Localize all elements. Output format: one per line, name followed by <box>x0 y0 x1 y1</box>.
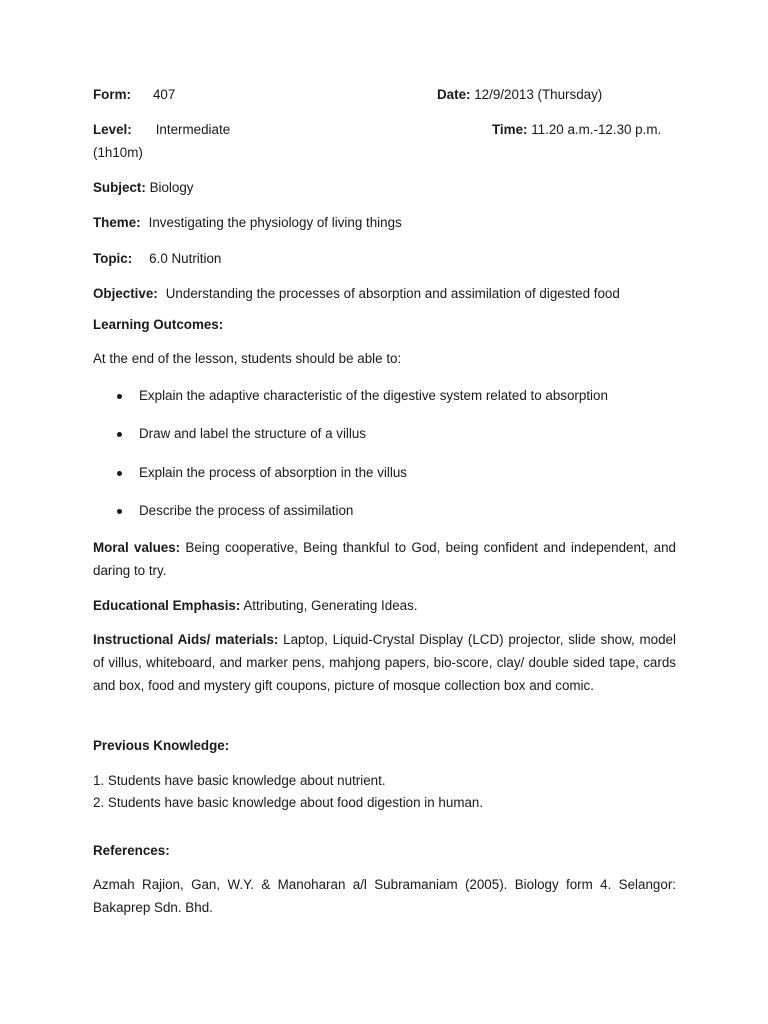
previous-knowledge-heading: Previous Knowledge: <box>93 738 230 753</box>
theme-row <box>93 214 402 232</box>
date-label: Date: <box>437 87 471 102</box>
list-item: 1. Students have basic knowledge about nutrient. <box>93 773 386 788</box>
theme-label: Theme: <box>93 215 141 230</box>
bullet-icon <box>117 432 122 437</box>
instructional-aids-text: Laptop, Liquid-Crystal Display (LCD) projector, slide show, model of villus, whiteboard, and marker pens, mahjong papers, bio-score, clay/ double sided tape, cards and box, food and mystery gift coupons, picture of mosque collection box and comic. <box>93 632 676 693</box>
educational-emphasis-label: Educational Emphasis: <box>93 598 241 613</box>
level-label: Level: <box>93 122 132 137</box>
bullet-icon <box>117 509 122 514</box>
instructional-aids-label: Instructional Aids/ materials: <box>93 632 279 647</box>
references-heading: References: <box>93 843 170 858</box>
time-duration: (1h10m) <box>93 145 143 160</box>
subject-label: Subject: <box>93 180 146 195</box>
learning-outcomes-heading: Learning Outcomes: <box>93 317 224 332</box>
level-row <box>93 121 230 139</box>
topic-value: 6.0 Nutrition <box>149 251 222 266</box>
objective-value: Understanding the processes of absorption and assimilation of digested food <box>165 286 620 301</box>
educational-emphasis-value: Attributing, Generating Ideas. <box>243 598 418 613</box>
topic-row <box>93 250 221 268</box>
list-item-text: Explain the process of absorption in the villus <box>139 465 407 480</box>
time-value: 11.20 a.m.-12.30 p.m. <box>531 122 662 137</box>
instructional-aids-paragraph <box>93 629 676 697</box>
form-value: 407 <box>152 87 176 102</box>
time-row <box>492 121 661 139</box>
topic-label: Topic: <box>93 251 133 266</box>
objective-row <box>93 285 620 303</box>
references-text: Azmah Rajion, Gan, W.Y. & Manoharan a/l Subramaniam (2005). Biology form 4. Selangor: Bakaprep Sdn. Bhd. <box>93 877 676 915</box>
subject-row <box>93 179 193 197</box>
bullet-icon <box>117 471 122 476</box>
moral-values-text: Being cooperative, Being thankful to God, being confident and independent, and daring to try. <box>93 540 676 578</box>
form-row <box>93 86 175 104</box>
list-item-text: Describe the process of assimilation <box>139 503 354 518</box>
date-value: 12/9/2013 (Thursday) <box>474 87 603 102</box>
form-label: Form: <box>93 87 131 102</box>
list-item: 2. Students have basic knowledge about food digestion in human. <box>93 795 484 810</box>
bullet-icon <box>117 394 122 399</box>
learning-outcomes-intro: At the end of the lesson, students should be able to: <box>93 351 402 366</box>
time-label: Time: <box>492 122 528 137</box>
list-item-text: Explain the adaptive characteristic of the digestive system related to absorption <box>139 388 608 403</box>
level-value: Intermediate <box>155 122 231 137</box>
moral-values-paragraph <box>93 537 676 583</box>
subject-value: Biology <box>149 180 194 195</box>
list-item-text: Draw and label the structure of a villus <box>139 426 367 441</box>
objective-label: Objective: <box>93 286 158 301</box>
moral-values-label: Moral values: <box>93 540 181 555</box>
educational-emphasis-row <box>93 597 418 615</box>
theme-value: Investigating the physiology of living things <box>148 215 402 230</box>
date-row <box>437 86 602 104</box>
